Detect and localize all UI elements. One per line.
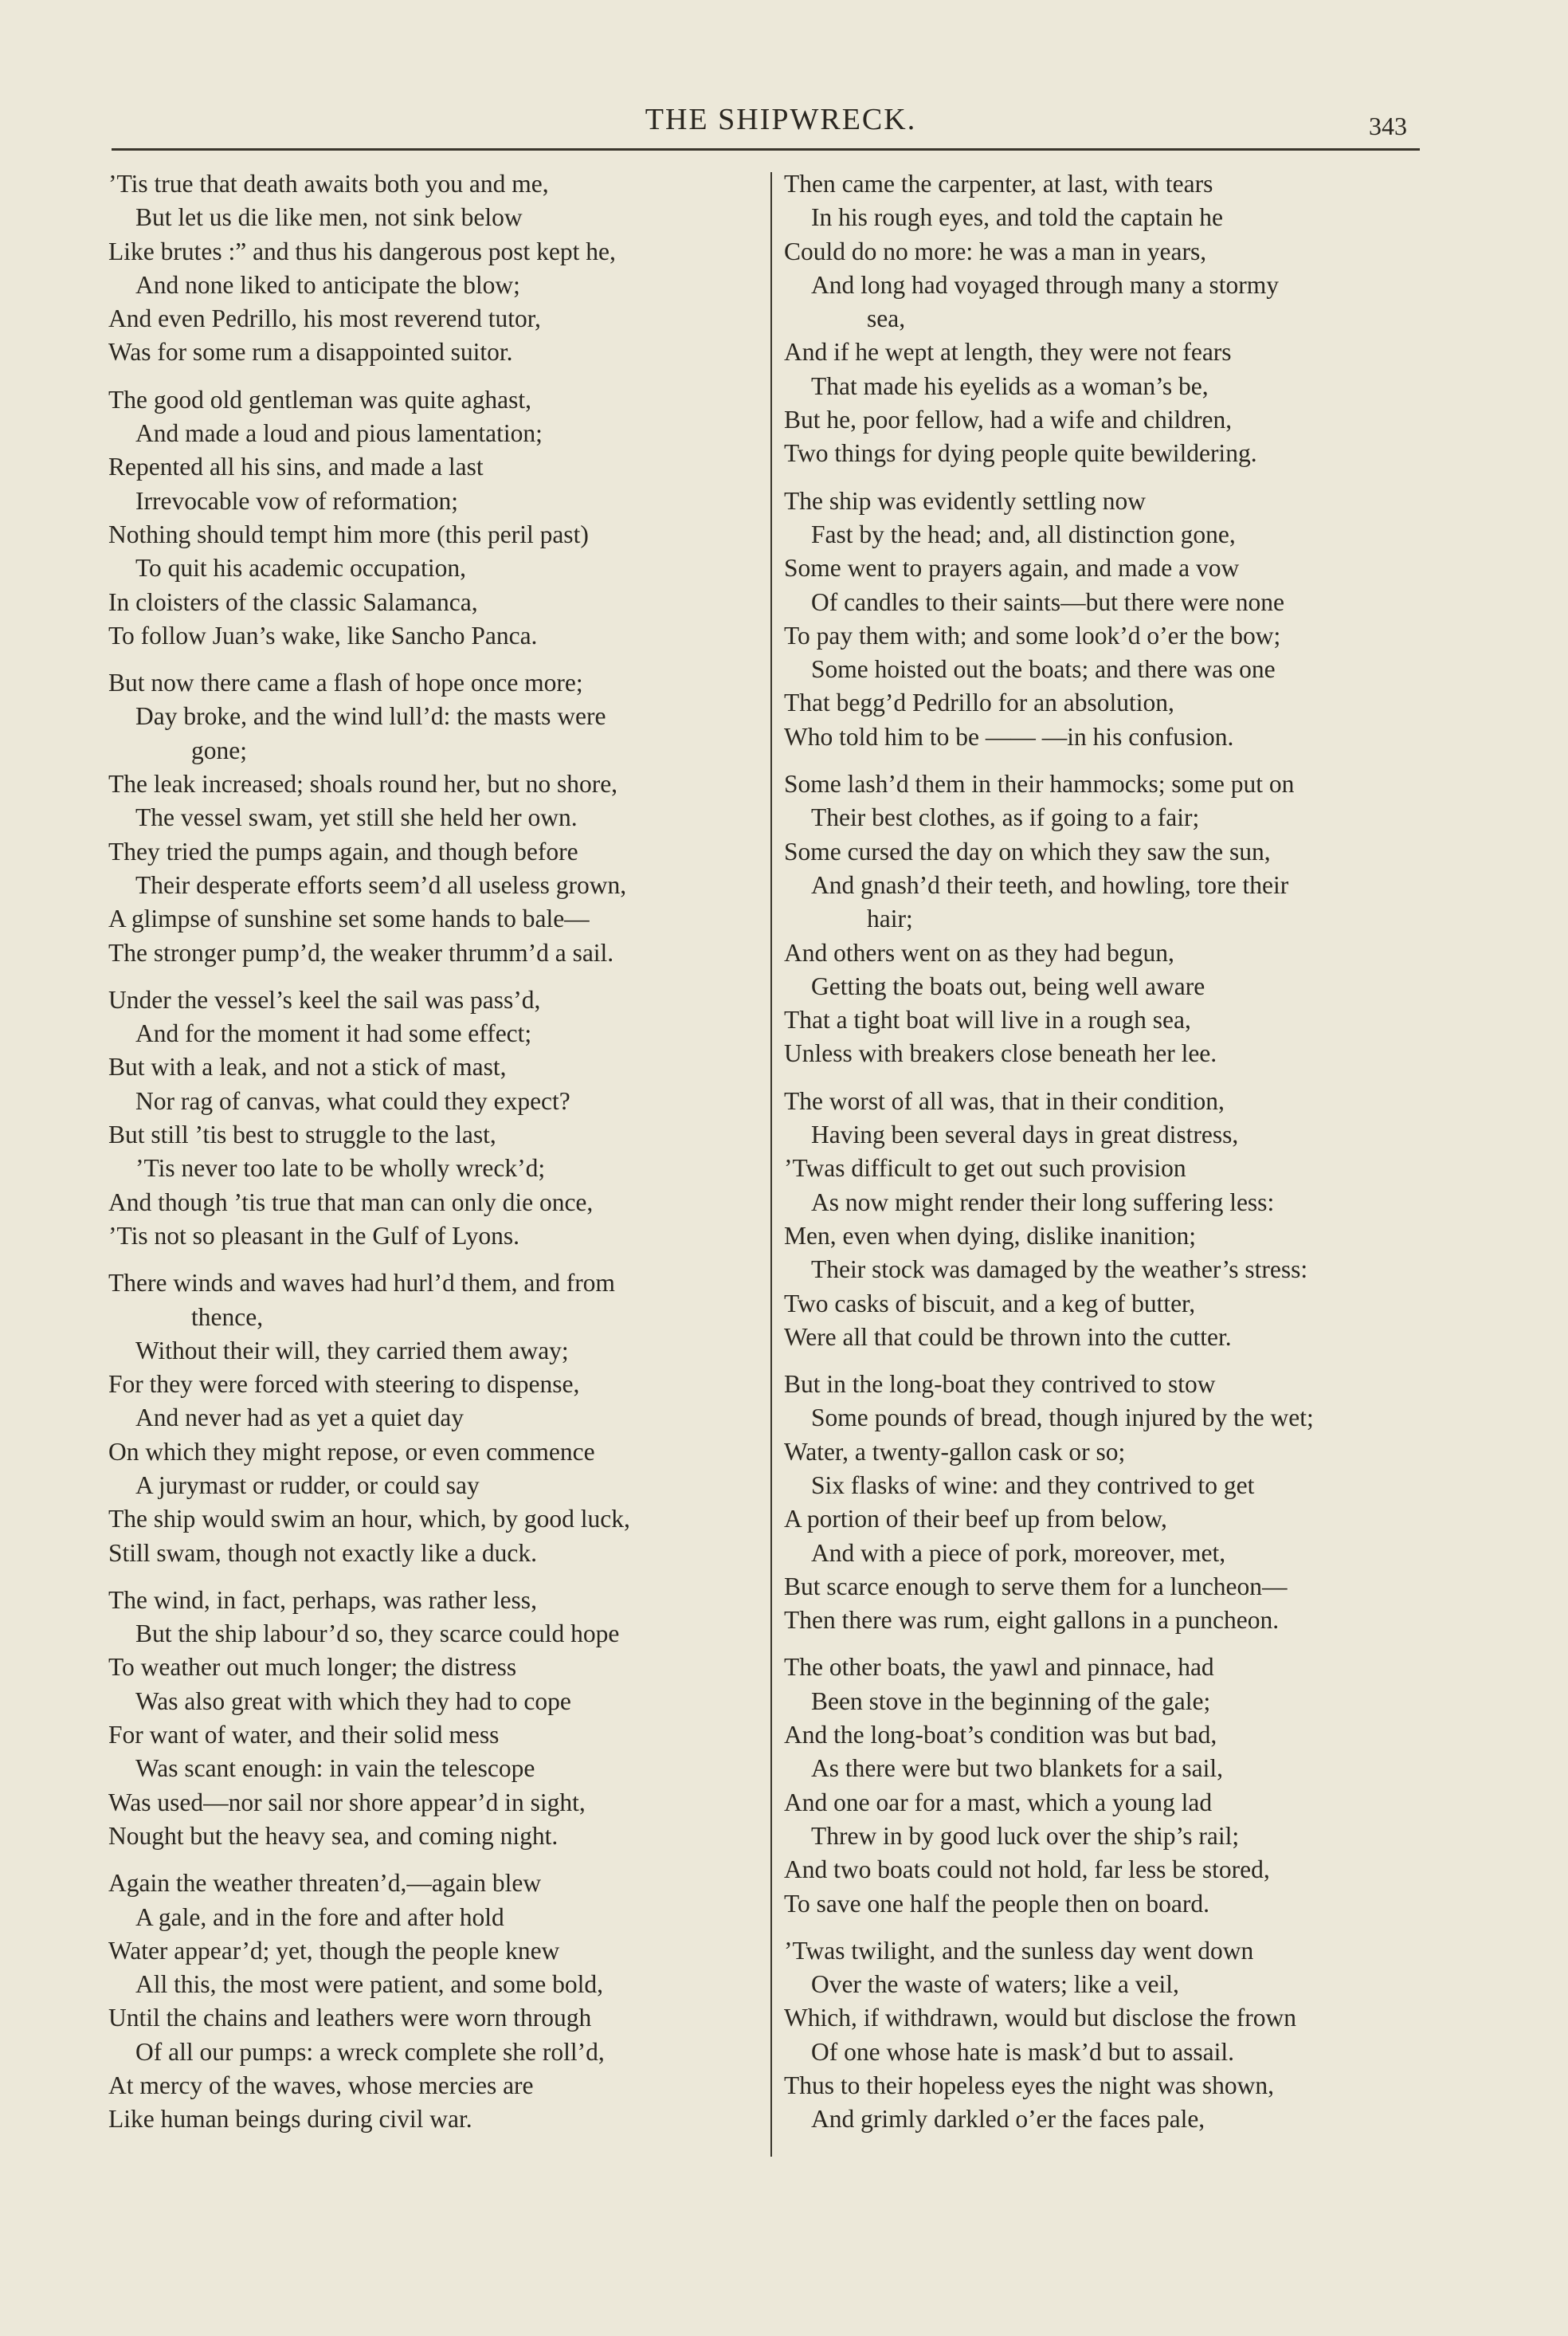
stanza	[108, 1266, 786, 1570]
verse-line: Over the waste of waters; like a veil,	[811, 1970, 1179, 1999]
verse-line: Of all our pumps: a wreck complete she roll’d,	[135, 2037, 605, 2066]
verse-line: And even Pedrillo, his most reverend tutor,	[108, 304, 541, 333]
verse-line: But with a leak, and not a stick of mast,	[108, 1053, 507, 1082]
verse-line: Been stove in the beginning of the gale;	[811, 1686, 1211, 1715]
verse-line: Their best clothes, as if going to a fair;	[811, 803, 1200, 832]
verse-line: thence,	[191, 1302, 264, 1331]
verse-line: Threw in by good luck over the ship’s rail;	[811, 1821, 1240, 1850]
running-title: THE SHIPWRECK.	[645, 103, 917, 136]
verse-line: Some went to prayers again, and made a vow	[784, 554, 1240, 583]
stanza	[108, 383, 786, 653]
verse-line: But scarce enough to serve them for a luncheon—	[784, 1572, 1288, 1600]
verse-line: Day broke, and the wind lull’d: the masts were	[135, 702, 606, 731]
verse-line: The worst of all was, that in their condition,	[784, 1086, 1225, 1115]
verse-line: Water, a twenty-gallon cask or so;	[784, 1437, 1126, 1466]
verse-line: Again the weather threaten’d,—again blew	[108, 1869, 542, 1898]
verse-line: The other boats, the yawl and pinnace, had	[784, 1653, 1214, 1682]
verse-line: ’Tis not so pleasant in the Gulf of Lyons.	[108, 1221, 519, 1250]
verse-line: Two things for dying people quite bewildering.	[784, 439, 1257, 468]
verse-line: Was scant enough: in vain the telescope	[135, 1754, 535, 1783]
stanza	[784, 1934, 1461, 2137]
stanza	[108, 167, 786, 370]
verse-line: In his rough eyes, and told the captain he	[811, 203, 1223, 232]
stanza	[108, 1584, 786, 1853]
verse-line: Water appear’d; yet, though the people knew	[108, 1936, 560, 1965]
header-rule	[112, 148, 1420, 151]
stanza	[784, 768, 1461, 1071]
verse-line: Getting the boats out, being well aware	[811, 972, 1205, 1000]
verse-line: Men, even when dying, dislike inanition;	[784, 1221, 1197, 1250]
verse-line: On which they might repose, or even commence	[108, 1437, 595, 1466]
verse-line: Having been several days in great distress,	[811, 1121, 1239, 1149]
verse-line: And made a loud and pious lamentation;	[135, 419, 543, 448]
stanza	[784, 1368, 1461, 1637]
verse-line: A glimpse of sunshine set some hands to bale—	[108, 905, 590, 933]
verse-line: To pay them with; and some look’d o’er the bow;	[784, 621, 1281, 650]
verse-line: The leak increased; shoals round her, but no shore,	[108, 770, 618, 799]
verse-line: That made his eyelids as a woman’s be,	[811, 371, 1209, 400]
verse-line: Like human beings during civil war.	[108, 2105, 472, 2134]
verse-line: Could do no more: he was a man in years,	[784, 237, 1207, 265]
verse-line: For they were forced with steering to dispense,	[108, 1370, 580, 1399]
column-divider	[770, 172, 772, 2157]
verse-line: The good old gentleman was quite aghast,	[108, 385, 531, 414]
verse-line: The stronger pump’d, the weaker thrumm’d a sail.	[108, 938, 614, 967]
verse-line: And grimly darkled o’er the faces pale,	[811, 2105, 1205, 2134]
verse-line: Fast by the head; and, all distinction gone,	[811, 520, 1236, 548]
verse-line: Thus to their hopeless eyes the night was shown,	[784, 2071, 1275, 2100]
verse-line: Nor rag of canvas, what could they expect?	[135, 1086, 570, 1115]
verse-line: Their desperate efforts seem’d all useless grown,	[135, 870, 627, 899]
verse-line: At mercy of the waves, whose mercies are	[108, 2071, 534, 2100]
verse-line: Who told him to be —— —in his confusion.	[784, 722, 1234, 751]
verse-line: Was also great with which they had to cope	[135, 1686, 571, 1715]
verse-line: A gale, and in the fore and after hold	[135, 1902, 504, 1931]
stanza	[784, 167, 1461, 471]
verse-line: There winds and waves had hurl’d them, and from	[108, 1269, 615, 1298]
verse-line: The ship would swim an hour, which, by good luck,	[108, 1505, 630, 1533]
stanza	[784, 485, 1461, 754]
verse-line: Were all that could be thrown into the cutter.	[784, 1322, 1232, 1351]
verse-line: To follow Juan’s wake, like Sancho Panca.	[108, 621, 538, 650]
verse-line: Unless with breakers close beneath her lee.	[784, 1039, 1217, 1068]
verse-line: Repented all his sins, and made a last	[108, 453, 484, 481]
verse-line: Irrevocable vow of reformation;	[135, 486, 458, 515]
left-column	[108, 167, 786, 2150]
verse-line: As now might render their long suffering less:	[811, 1188, 1275, 1216]
verse-line: Some pounds of bread, though injured by the wet;	[811, 1404, 1314, 1432]
verse-line: But the ship labour’d so, they scarce could hope	[135, 1619, 620, 1648]
verse-line: But now there came a flash of hope once more;	[108, 669, 583, 697]
verse-line: And one oar for a mast, which a young lad	[784, 1788, 1213, 1816]
verse-line: Still swam, though not exactly like a duck.	[108, 1538, 538, 1567]
verse-line: Nought but the heavy sea, and coming night.	[108, 1821, 559, 1850]
verse-line: And though ’tis true that man can only die once,	[108, 1188, 594, 1216]
verse-line: That begg’d Pedrillo for an absolution,	[784, 689, 1174, 717]
verse-line: That a tight boat will live in a rough sea,	[784, 1006, 1191, 1035]
verse-line: ’Twas twilight, and the sunless day went down	[784, 1936, 1254, 1965]
verse-line: The vessel swam, yet still she held her own.	[135, 803, 578, 832]
verse-line: In cloisters of the classic Salamanca,	[108, 587, 478, 616]
verse-line: Like brutes :” and thus his dangerous post kept he,	[108, 237, 616, 265]
page-number: 343	[1369, 112, 1407, 140]
verse-line: The wind, in fact, perhaps, was rather less,	[108, 1585, 537, 1614]
verse-line: Some hoisted out the boats; and there was one	[811, 655, 1276, 684]
verse-line: All this, the most were patient, and some bold,	[135, 1970, 604, 1999]
verse-line: Some lash’d them in their hammocks; some put on	[784, 770, 1295, 799]
verse-line: Of one whose hate is mask’d but to assail.	[811, 2037, 1235, 2066]
verse-line: Which, if withdrawn, would but disclose the frown	[784, 2004, 1296, 2032]
verse-line: They tried the pumps again, and though before	[108, 837, 578, 866]
verse-line: And none liked to anticipate the blow;	[135, 270, 520, 299]
verse-line: But let us die like men, not sink below	[135, 203, 523, 232]
verse-line: As there were but two blankets for a sail,	[811, 1754, 1223, 1783]
stanza	[108, 666, 786, 970]
verse-line: hair;	[867, 905, 913, 933]
verse-line: And others went on as they had begun,	[784, 938, 1174, 967]
verse-line: But in the long-boat they contrived to stow	[784, 1370, 1216, 1399]
verse-line: ’Tis never too late to be wholly wreck’d;	[135, 1154, 546, 1183]
verse-line: And two boats could not hold, far less be stored,	[784, 1855, 1270, 1884]
verse-line: And with a piece of pork, moreover, met,	[811, 1538, 1226, 1567]
verse-line: Then came the carpenter, at last, with tears	[784, 170, 1213, 198]
verse-line: But still ’tis best to struggle to the last,	[108, 1121, 496, 1149]
verse-line: Until the chains and leathers were worn through	[108, 2004, 592, 2032]
verse-line: And long had voyaged through many a stormy	[811, 270, 1280, 299]
verse-line: sea,	[867, 304, 906, 333]
verse-line: Some cursed the day on which they saw the sun,	[784, 837, 1271, 866]
verse-line: And never had as yet a quiet day	[135, 1404, 464, 1432]
verse-line: Their stock was damaged by the weather’s stress:	[811, 1255, 1308, 1284]
verse-line: Two casks of biscuit, and a keg of butter,	[784, 1289, 1196, 1317]
verse-line: The ship was evidently settling now	[784, 486, 1147, 515]
verse-line: Was for some rum a disappointed suitor.	[108, 338, 513, 367]
verse-line: A portion of their beef up from below,	[784, 1505, 1167, 1533]
verse-line: To save one half the people then on board.	[784, 1889, 1209, 1918]
verse-line: But he, poor fellow, had a wife and children,	[784, 406, 1233, 434]
verse-line: ’Tis true that death awaits both you and me,	[108, 170, 549, 198]
verse-line: To weather out much longer; the distress	[108, 1653, 517, 1682]
verse-line: And for the moment it had some effect;	[135, 1019, 532, 1048]
stanza	[108, 983, 786, 1253]
right-column	[784, 167, 1461, 2150]
verse-line: For want of water, and their solid mess	[108, 1721, 500, 1749]
verse-line: To quit his academic occupation,	[135, 554, 467, 583]
verse-line: Of candles to their saints—but there were none	[811, 587, 1284, 616]
verse-line: Then there was rum, eight gallons in a puncheon.	[784, 1606, 1280, 1635]
verse-line: And the long-boat’s condition was but bad,	[784, 1721, 1217, 1749]
stanza	[784, 1085, 1461, 1354]
verse-line: Without their will, they carried them away;	[135, 1336, 569, 1364]
stanza	[784, 1651, 1461, 1920]
verse-line: Was used—nor sail nor shore appear’d in sight,	[108, 1788, 586, 1816]
stanza	[108, 1867, 786, 2136]
verse-line: Under the vessel’s keel the sail was pass’d,	[108, 985, 541, 1014]
verse-line: ’Twas difficult to get out such provision	[784, 1154, 1186, 1183]
verse-line: gone;	[191, 736, 247, 764]
verse-line: And if he wept at length, they were not fears	[784, 338, 1232, 367]
verse-line: Six flasks of wine: and they contrived to get	[811, 1470, 1255, 1499]
verse-line: Nothing should tempt him more (this peril past)	[108, 520, 589, 548]
verse-line: And gnash’d their teeth, and howling, tore their	[811, 870, 1289, 899]
verse-line: A jurymast or rudder, or could say	[135, 1470, 480, 1499]
